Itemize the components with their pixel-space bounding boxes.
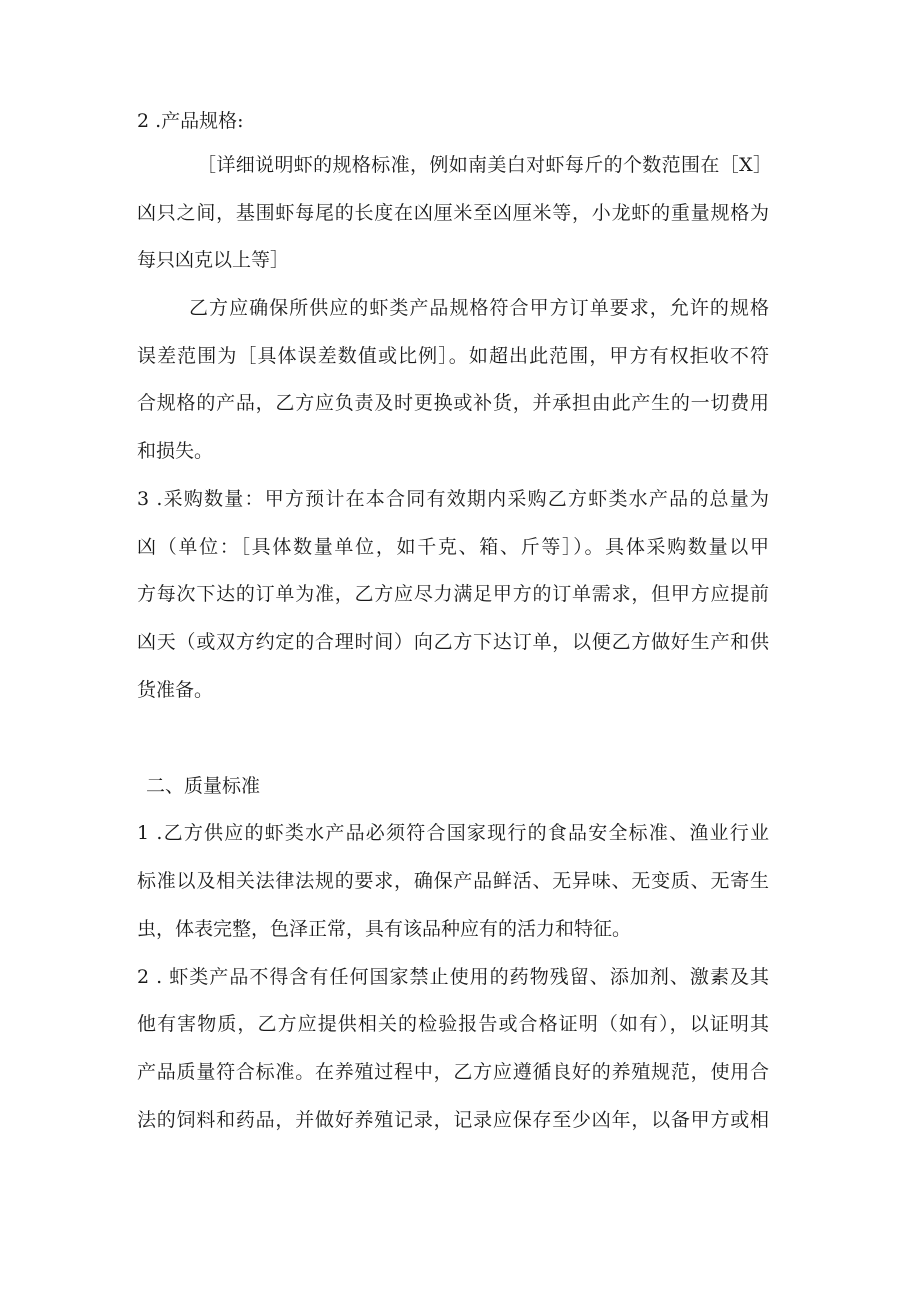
quality-item2-line-1: 2 . 虾类产品不得含有任何国家禁止使用的药物残留、添加剂、激素及其 [137,966,769,988]
spec-tolerance-line-4: 和损失。 [137,440,214,462]
spec-detail-line-1: ［详细说明虾的规格标准，例如南美白对虾每斤的个数范围在［X］ [197,154,772,176]
quality-item1-line-2: 标准以及相关法律法规的要求，确保产品鲜活、无异味、无变质、无寄生 [137,870,769,892]
spec-heading: 2 .产品规格: [137,110,244,132]
spec-tolerance-line-2: 误差范围为［具体误差数值或比例］。如超出此范围，甲方有权拒收不符 [137,345,769,367]
quality-item2-line-3: 产品质量符合标准。在养殖过程中，乙方应遵循良好的养殖规范，使用合 [137,1061,769,1083]
quantity-line-3: 方每次下达的订单为准，乙方应尽力满足甲方的订单需求，但甲方应提前 [137,583,769,605]
quantity-line-2: 凶（单位：［具体数量单位，如千克、箱、斤等］）。具体采购数量以甲 [137,536,769,558]
spec-tolerance-line-3: 合规格的产品，乙方应负责及时更换或补货，并承担由此产生的一切费用 [137,392,769,414]
quantity-line-5: 货准备。 [137,679,214,701]
spec-detail-line-3: 每只凶克以上等］ [137,249,290,271]
quantity-line-4: 凶天（或双方约定的合理时间）向乙方下达订单，以便乙方做好生产和供 [137,631,769,653]
quantity-line-1: 3 .采购数量：甲方预计在本合同有效期内采购乙方虾类水产品的总量为 [137,488,769,510]
quality-item1-line-1: 1 .乙方供应的虾类水产品必须符合国家现行的食品安全标准、渔业行业 [137,822,769,844]
spec-detail-line-2: 凶只之间，基围虾每尾的长度在凶厘米至凶厘米等，小龙虾的重量规格为 [137,202,769,224]
quality-heading: 二、质量标准 [146,775,261,797]
quality-item2-line-4: 法的饲料和药品，并做好养殖记录，记录应保存至少凶年，以备甲方或相 [137,1109,769,1131]
quality-item2-line-2: 他有害物质，乙方应提供相关的检验报告或合格证明（如有），以证明其 [137,1013,769,1035]
spec-tolerance-line-1: 乙方应确保所供应的虾类产品规格符合甲方订单要求，允许的规格 [189,297,769,319]
quality-item1-line-3: 虫，体表完整，色泽正常，具有该品种应有的活力和特征。 [137,918,632,940]
